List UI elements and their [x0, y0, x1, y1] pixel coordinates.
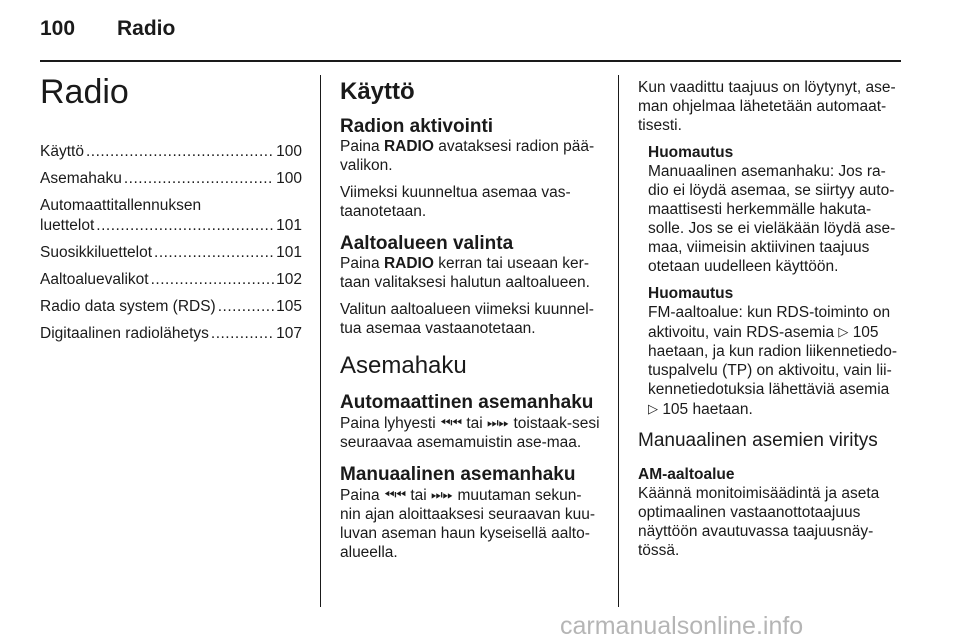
section-title-asemahaku: Asemahaku	[340, 352, 467, 379]
note-text: FM-aaltoalue: kun RDS-toiminto on aktivoitu, vain RDS-asemia ▷ 105 haetaan, ja kun radion liikennetiedo-tuspalvelu (TP) on aktivoitu, vain lii-kennetiedotuksia lähettäviä asemia ▷ 105 haetaan.	[648, 304, 898, 418]
subheading-manual-search: Manuaalinen asemanhaku	[340, 464, 576, 485]
toc-entry[interactable]: Radio data system (RDS) ..... 105	[40, 297, 302, 317]
seek-back-icon: ⏪︎⏮︎	[439, 415, 463, 430]
toc-entry[interactable]: Asemahaku ..... 100	[40, 169, 302, 189]
section-title-kaytto: Käyttö	[340, 78, 415, 105]
page-reference-icon: ▷	[838, 324, 849, 339]
page-ref: 105	[662, 401, 689, 418]
middle-column	[340, 78, 602, 570]
seek-back-icon: ⏪︎⏮︎	[383, 487, 407, 502]
subheading-activation: Radion aktivointi	[340, 116, 494, 137]
subheading-band: Aaltoalueen valinta	[340, 233, 514, 254]
seek-forward-icon: ⏭︎⏩︎	[431, 487, 454, 502]
subheading-auto-search: Automaattinen asemanhaku	[340, 392, 594, 413]
column-divider-1	[320, 75, 321, 607]
paragraph: Paina RADIO kerran tai useaan ker-taan valitaksesi halutun aaltoalueen.	[340, 255, 590, 291]
page-reference-icon: ▷	[648, 401, 658, 416]
radio-key-label: RADIO	[383, 255, 434, 272]
right-column	[638, 78, 900, 568]
header-rule	[40, 60, 901, 62]
note-title: Huomautus	[648, 285, 734, 302]
column-divider-2	[618, 75, 619, 607]
watermark: carmanualsonline.info	[560, 612, 804, 640]
paragraph: Paina RADIO avataksesi radion pää-valikon.	[340, 138, 595, 174]
note-title: Huomautus	[648, 144, 734, 161]
radio-key-label: RADIO	[383, 138, 434, 155]
table-of-contents	[40, 142, 302, 344]
subheading-manual-tuning: Manuaalinen asemien viritys	[638, 430, 878, 451]
paragraph: Kun vaadittu taajuus on löytynyt, ase-man ohjelmaa lähetetään automaat-tisesti.	[638, 79, 896, 134]
running-header: Radio	[117, 17, 176, 40]
toc-entry[interactable]: Aaltoaluevalikot ..... 102	[40, 270, 302, 290]
paragraph: Paina lyhyesti ⏪︎⏮︎ tai ⏭︎⏩︎ toistaak-sesi seuraavaa asemamuistin ase-maa.	[340, 415, 600, 451]
paragraph: Valitun aaltoalueen viimeksi kuunnel-tua asemaa vastaanotetaan.	[340, 301, 594, 337]
paragraph: Viimeksi kuunneltua asemaa vas-taanotetaan.	[340, 184, 571, 220]
page-ref: 105	[852, 324, 879, 341]
toc-column	[40, 72, 302, 351]
note-text: Manuaalinen asemanhaku: Jos ra-dio ei löydä asemaa, se siirtyy auto-maattisesti herkemmälle hakuta-solle. Jos se ei vieläkään löydä ase-maa, viimeisin aktiivinen taajuus otetaan uudelleen käyttöön.	[648, 163, 896, 275]
toc-entry[interactable]: Digitaalinen radiolähetys ..... 107	[40, 324, 302, 344]
toc-entry[interactable]: Käyttö ..... 100	[40, 142, 302, 162]
note-block	[648, 143, 900, 419]
paragraph: Käännä monitoimisäädintä ja aseta optimaalinen vastaanottotaajuus näyttöön avautuvassa taajuusnäy-tössä.	[638, 485, 880, 559]
page-number: 100	[40, 17, 76, 40]
paragraph: Paina ⏪︎⏮︎ tai ⏭︎⏩︎ muutaman sekun-nin ajan aloittaaksesi seuraavan kuu-luvan aseman haun kyseisellä aalto-alueella.	[340, 487, 596, 561]
toc-entry[interactable]: Automaattitallennuksen luettelot ..... 101	[40, 196, 302, 236]
seek-forward-icon: ⏭︎⏩︎	[487, 415, 510, 430]
toc-entry[interactable]: Suosikkiluettelot ..... 101	[40, 243, 302, 263]
chapter-title: Radio	[40, 73, 129, 111]
subheading-am: AM-aaltoalue	[638, 466, 735, 483]
